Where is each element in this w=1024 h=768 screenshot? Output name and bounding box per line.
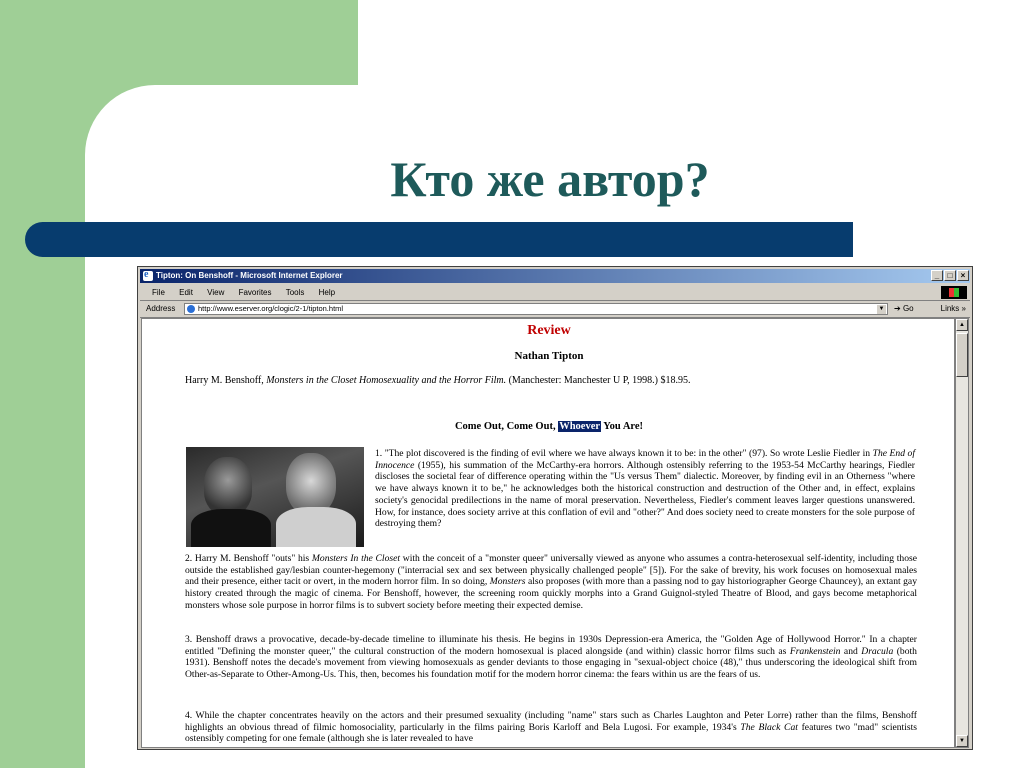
paragraph-1: 1. "The plot discovered is the finding of evil where we have always known it to be: in the other" (97). So wrote Leslie Fiedler in The End of Innocence (1955), his summation of the McCarthy-era horrors. Although ostensibly referring to the 1953-54 McCarthy hearings, Fiedler discloses the societal fear of difference operating within the "Us versus Them" dialectic. Moreover, by finding evil in an Otherness "where we have always known it to be," he acknowledges both the historical construction and destruction of the Other and, in effect, explains society's genocidal predilections in the name of moral preservation. Nevertheless, Fiedler's comment leaves larger questions unanswered. How, for instance, does society arrive at this conflation of evil and "other?" And does society need to create monsters for the sole purpose of destroying them? xyxy=(375,448,915,530)
maximize-button[interactable]: □ xyxy=(944,270,956,281)
chevron-right-icon: » xyxy=(961,304,966,313)
vertical-scrollbar[interactable] xyxy=(955,318,969,748)
citation-prefix: Harry M. Benshoff, xyxy=(185,375,267,386)
menu-favorites[interactable]: Favorites xyxy=(238,288,272,297)
paragraph-3: 3. Benshoff draws a provocative, decade-by-decade timeline to illuminate his thesis. He begins in 1930s Depression-era America, the "Golden Age of Hollywood Horror." In a chapter entitled "Defining the monster queer," the cultural construction of the modern homosexual is placed alongside (and within) classic horror films such as Frankenstein and Dracula (both 1931). Benshoff notes the decade's movement from viewing homosexuals as gender deviants to those engaging in "sexual-object choice (48)," thus underscoring the ideological shift from Other-as-Separate to Other-Among-Us. This, then, becomes his foundation motif for the modern horror cinema: the fears within us are the fears of us. xyxy=(185,634,917,681)
go-button[interactable] xyxy=(894,301,914,317)
menu-view[interactable]: View xyxy=(207,288,225,297)
page-content xyxy=(141,318,955,748)
window-titlebar[interactable] xyxy=(140,269,970,283)
review-author: Nathan Tipton xyxy=(514,350,584,362)
menu-tools[interactable]: Tools xyxy=(285,288,305,297)
citation-suffix: (Manchester: Manchester U P, 1998.) $18.95. xyxy=(506,375,691,386)
menu-help[interactable]: Help xyxy=(318,288,336,297)
go-label: Go xyxy=(902,304,914,313)
window-title: Tipton: On Benshoff - Microsoft Internet Explorer xyxy=(156,271,343,280)
slide-title: Кто же автор? xyxy=(390,151,710,207)
scroll-down-icon[interactable]: ▼ xyxy=(956,735,968,747)
go-arrow-icon: ➔ xyxy=(894,304,901,313)
links-label: Links xyxy=(940,304,960,313)
monster-photo xyxy=(186,447,364,547)
book-citation xyxy=(185,375,691,386)
paragraph-4: 4. While the chapter concentrates heavily on the actors and their presumed sexuality (including "name" stars such as Charles Laughton and Peter Lorre) rather than the films, Benshoff highlights an obvious thread of filmic homosociality, particularly in the films pairing Boris Karloff and Bela Lugosi. For example, 1934's The Black Cat features two "mad" scientists ostensibly competing for one female (although she is later revealed to have xyxy=(185,710,917,745)
address-url: http://www.eserver.org/clogic/2-1/tipton.html xyxy=(198,304,344,313)
review-heading: Review xyxy=(527,323,571,338)
menu-file[interactable]: File xyxy=(152,288,165,297)
browser-window xyxy=(137,266,973,750)
address-label: Address xyxy=(146,304,176,313)
address-input[interactable] xyxy=(184,303,888,315)
white-top-area xyxy=(358,0,1024,85)
scroll-up-icon[interactable]: ▲ xyxy=(956,319,968,331)
links-button[interactable] xyxy=(941,301,966,317)
menu-bar xyxy=(140,285,970,301)
address-bar xyxy=(140,301,970,318)
windows-logo-icon xyxy=(941,286,967,299)
menu-edit[interactable]: Edit xyxy=(179,288,193,297)
citation-title: Monsters in the Closet Homosexuality and the Horror Film. xyxy=(266,375,507,386)
close-button[interactable]: × xyxy=(957,270,969,281)
minimize-button[interactable]: _ xyxy=(931,270,943,281)
address-dropdown-icon[interactable]: ▼ xyxy=(878,306,885,312)
ie-logo-icon xyxy=(143,271,153,281)
headline-start: Come Out, Come Out, xyxy=(454,421,559,432)
selected-text[interactable]: Whoever xyxy=(559,421,601,432)
title-underline-bar xyxy=(25,222,853,257)
headline-end: You Are! xyxy=(601,421,644,432)
page-icon xyxy=(187,305,195,313)
scroll-thumb[interactable] xyxy=(956,333,968,377)
paragraph-2: 2. Harry M. Benshoff "outs" his Monsters In the Closet with the conceit of a "monster queer" universally viewed as anyone who assumes a contra-heterosexual self-identity, including those outside the established gay/lesbian counter-hegemony ("interracial sex and sex between physically challenged people" [5]). For the sake of brevity, his work focuses on homosexual males and their presence, either tacit or overt, in the modern horror film. In so doing, Monsters also proposes (with more than a passing nod to gay historiographer George Chauncey), an extant gay history created through the magic of cinema. For Benshoff, however, the screening room quickly morphs into a Grand Guignol-styled Theatre of Blood, and gays become metaphorical monsters whose sole purpose in horror films is to subvert society before meeting their expected demise. xyxy=(185,553,918,611)
article-headline xyxy=(142,421,955,432)
